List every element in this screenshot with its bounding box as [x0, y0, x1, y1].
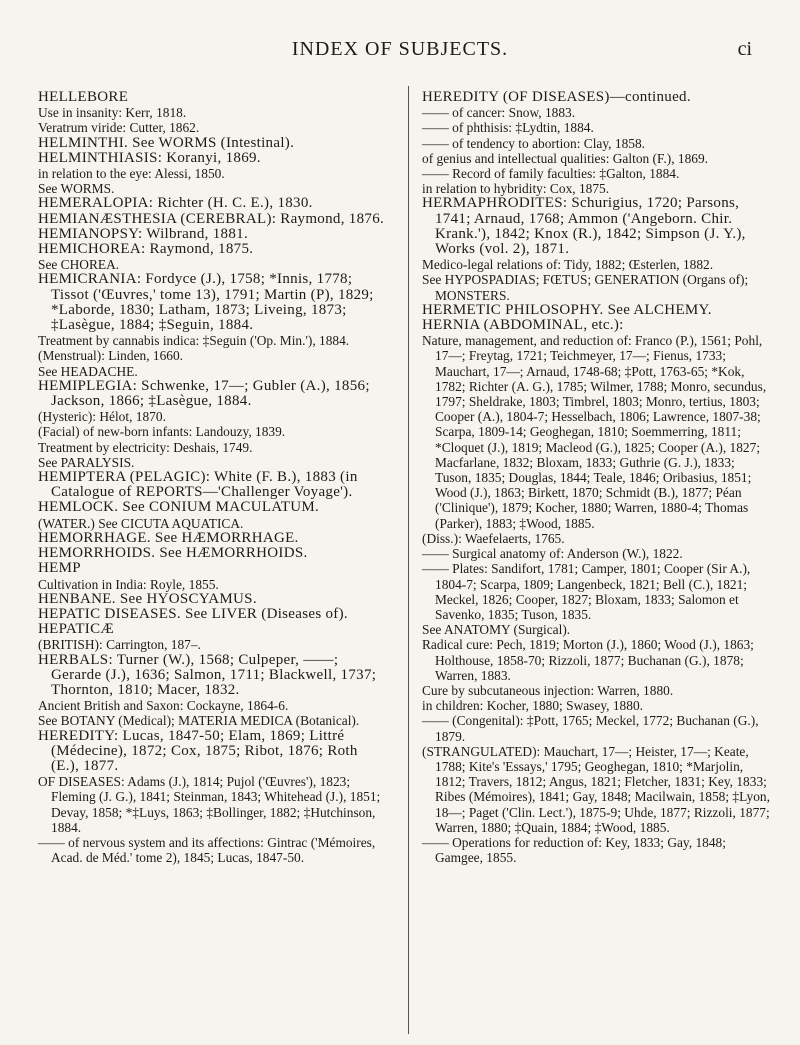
index-entry: —— Operations for reduction of: Key, 1833; Gay, 1848; Gamgee, 1855. — [422, 834, 726, 866]
index-entry: (Facial) of new-born infants: Landouzy, 1839. — [38, 424, 286, 440]
index-entry: Radical cure: Pech, 1819; Morton (J.), 1860; Wood (J.), 1863; Holthouse, 1858-70; Rizzoli, 1877; Buchanan (G.), 1878; Warren, 1883. — [422, 637, 754, 683]
index-entry: See PARALYSIS. — [38, 454, 135, 470]
index-entry: —— of phthisis: ‡Lydtin, 1884. — [422, 120, 594, 136]
index-entry: (Diss.): Waefelaerts, 1765. — [422, 530, 565, 546]
index-entry: HEMP — [38, 560, 81, 577]
left-column — [38, 90, 388, 865]
index-entry: See CHOREA. — [38, 257, 120, 273]
index-entry: See HEADACHE. — [38, 363, 138, 379]
index-entry: —— Record of family faculties: ‡Galton, 1884. — [422, 166, 680, 182]
column-divider — [408, 86, 409, 1034]
index-entry: HEMICHOREA: Raymond, 1875. — [38, 241, 254, 258]
index-entry: See BOTANY (Medical); MATERIA MEDICA (Botanical). — [38, 713, 360, 729]
index-entry: HEMIANÆSTHESIA (CEREBRAL): Raymond, 1876. — [38, 210, 385, 227]
index-entry: HERNIA (ABDOMINAL, etc.): — [422, 317, 624, 334]
index-entry: See HYPOSPADIAS; FŒTUS; GENERATION (Organs of); MONSTERS. — [422, 272, 749, 303]
index-entry: Cure by subcutaneous injection: Warren, 1880. — [422, 682, 674, 698]
index-entry: HEMIPTERA (PELAGIC): White (F. B.), 1883 (in Catalogue of REPORTS—'Challenger Voyage'). — [38, 469, 358, 501]
index-entry: HEMERALOPIA: Richter (H. C. E.), 1830. — [38, 195, 313, 212]
index-entry: HEMICRANIA: Fordyce (J.), 1758; *Innis, 1778; Tissot ('Œuvres,' tome 13), 1791; Martin (P), 1829; *Laborde, 1830; Latham, 1873; Liveing, 1873; ‡Lasègue, 1884; ‡Seguin, 1884. — [38, 271, 374, 334]
index-entry: (Menstrual): Linden, 1660. — [38, 348, 184, 364]
index-entry: in relation to the eye: Alessi, 1850. — [38, 166, 225, 182]
index-entry: HERMAPHRODITES: Schurigius, 1720; Parsons, 1741; Arnaud, 1768; Ammon ('Angeborn. Chir. Krank.'), 1842; Knox (R.), 1842; Simpson (J. Y.), Works (vol. 2), 1871. — [422, 195, 746, 258]
index-entry: HEMLOCK. See CONIUM MACULATUM. — [38, 499, 320, 516]
index-entry: in children: Kocher, 1880; Swasey, 1880. — [422, 698, 643, 714]
index-entry: —— Plates: Sandifort, 1781; Camper, 1801; Cooper (Sir A.), 1804-7; Scarpa, 1809; Langenbeck, 1821; Bell (C.), 1821; Meckel, 1826; Cooper, 1827; Bloxam, 1833; Salomon et Savenko, 1835; Tuson, 1835. — [422, 561, 751, 622]
index-entry: Treatment by cannabis indica: ‡Seguin ('Op. Min.'), 1884. — [38, 333, 350, 349]
index-entry: See WORMS. — [38, 181, 115, 197]
index-entry: Medico-legal relations of: Tidy, 1882; Œsterlen, 1882. — [422, 257, 714, 273]
index-entry: (STRANGULATED): Mauchart, 17—; Heister, 17—; Keate, 1788; Kite's 'Essays,' 1795; Geoghegan, 1810; *Marjolin, 1812; Travers, 1812; Angus, 1821; Fletcher, 1831; Key, 1833; Ribes (Mémoires), 1841; Gay, 1848; Macilwain, 1858; ‡Lyon, 18—; Paget ('Clin. Lect.'), 1875-9; Uhde, 1877; Rizzoli, 1877; Warren, 1880; ‡Quain, 1884; ‡Wood, 1885. — [422, 743, 770, 835]
index-entry: See ANATOMY (Surgical). — [422, 622, 571, 638]
index-entry: OF DISEASES: Adams (J.), 1814; Pujol ('Œuvres'), 1823; Fleming (J. G.), 1841; Steinman, 1843; Whitehead (J.), 1851; Devay, 1858; *‡Luys, 1863; ‡Bollinger, 1882; ‡Hutchinson, 1884. — [38, 774, 381, 835]
index-entry: HEREDITY: Lucas, 1847-50; Elam, 1869; Littré (Médecine), 1872; Cox, 1875; Ribot, 1876; Roth (E.), 1877. — [38, 727, 358, 774]
index-entry: HEMIANOPSY: Wilbrand, 1881. — [38, 225, 249, 242]
index-entry: HEPATICÆ — [38, 621, 115, 638]
right-column — [422, 90, 772, 865]
index-entry: Use in insanity: Kerr, 1818. — [38, 105, 187, 121]
index-entry: Cultivation in India: Royle, 1855. — [38, 576, 219, 592]
index-entry: HEREDITY (OF DISEASES)—continued. — [422, 89, 691, 105]
index-entry: —— (Congenital): ‡Pott, 1765; Meckel, 1772; Buchanan (G.), 1879. — [422, 713, 759, 744]
index-entry: (Hysteric): Hélot, 1870. — [38, 409, 166, 425]
index-entry: (BRITISH): Carrington, 187–. — [38, 637, 201, 653]
index-entry: Veratrum viride: Cutter, 1862. — [38, 120, 200, 136]
index-entry: Nature, management, and reduction of: Franco (P.), 1561; Pohl, 17—; Freytag, 1721; Teichmeyer, 17—; Fienus, 1733; Mauchart, 17—; Arnaud, 1748-68; ‡Pott, 1763-65; *Kok, 1782; Richter (A. G.), 1785; Wilmer, 1788; Monro, secundus, 1797; Sheldrake, 1803; Timbrel, 1803; Monro, tertius, 1803; Cooper (A.), 1804-7; Hesselbach, 1806; Lawrence, 1807-38; Scarpa, 1809-14; Geoghegan, 1810; Soemmerring, 1811; *Cloquet (J.), 1819; Macleod (G.), 1825; Cooper (A.), 1827; Macfarlane, 1832; Bloxam, 1833; Guthrie (G. J.), 1833; Tuson, 1835; Douglas, 1844; Teale, 1846; Oribasius, 1851; Wood (J.), 1863; Birkett, 1870; Schmidt (B.), 1877; Péan ('Clinique'), 1879; Kocher, 1880; Warren, 1880-4; Thomas (Parker), 1883; ‡Wood, 1885. — [422, 333, 767, 531]
index-entry: in relation to hybridity: Cox, 1875. — [422, 181, 610, 197]
running-head: INDEX OF SUBJECTS. — [291, 38, 509, 60]
index-entry: Ancient British and Saxon: Cockayne, 1864-6. — [38, 698, 289, 714]
index-entry: HELLEBORE — [38, 89, 129, 105]
index-entry: —— of tendency to abortion: Clay, 1858. — [422, 135, 646, 151]
index-entry: —— Surgical anatomy of: Anderson (W.), 1822. — [422, 546, 683, 562]
index-entry: Treatment by electricity: Deshais, 1749. — [38, 439, 253, 455]
index-entry: HERBALS: Turner (W.), 1568; Culpeper, ——; Gerarde (J.), 1636; Salmon, 1711; Blackwell, 1737; Thornton, 1810; Macer, 1832. — [38, 651, 377, 698]
index-entry: HERMETIC PHILOSOPHY. See ALCHEMY. — [422, 301, 712, 318]
page-number: ci — [737, 38, 752, 60]
index-entry: HELMINTHI. See WORMS (Intestinal). — [38, 134, 295, 151]
index-entry: —— of cancer: Snow, 1883. — [422, 105, 576, 121]
index-entry: HEMIPLEGIA: Schwenke, 17—; Gubler (A.), 1856; Jackson, 1866; ‡Lasègue, 1884. — [38, 377, 370, 410]
index-entry: —— of nervous system and its affections: Gintrac ('Mémoires, Acad. de Méd.' tome 2), 1845; Lucas, 1847-50. — [38, 834, 376, 866]
index-entry: (WATER.) See CICUTA AQUATICA. — [38, 515, 244, 531]
index-entry: of genius and intellectual qualities: Galton (F.), 1869. — [422, 150, 709, 166]
index-entry: HENBANE. See HYOSCYAMUS. — [38, 590, 257, 607]
index-entry: HELMINTHIASIS: Koranyi, 1869. — [38, 149, 261, 166]
index-entry: HEMORRHAGE. See HÆMORRHAGE. — [38, 529, 299, 546]
index-entry: HEPATIC DISEASES. See LIVER (Diseases of). — [38, 605, 348, 622]
index-entry: HEMORRHOIDS. See HÆMORRHOIDS. — [38, 545, 308, 562]
